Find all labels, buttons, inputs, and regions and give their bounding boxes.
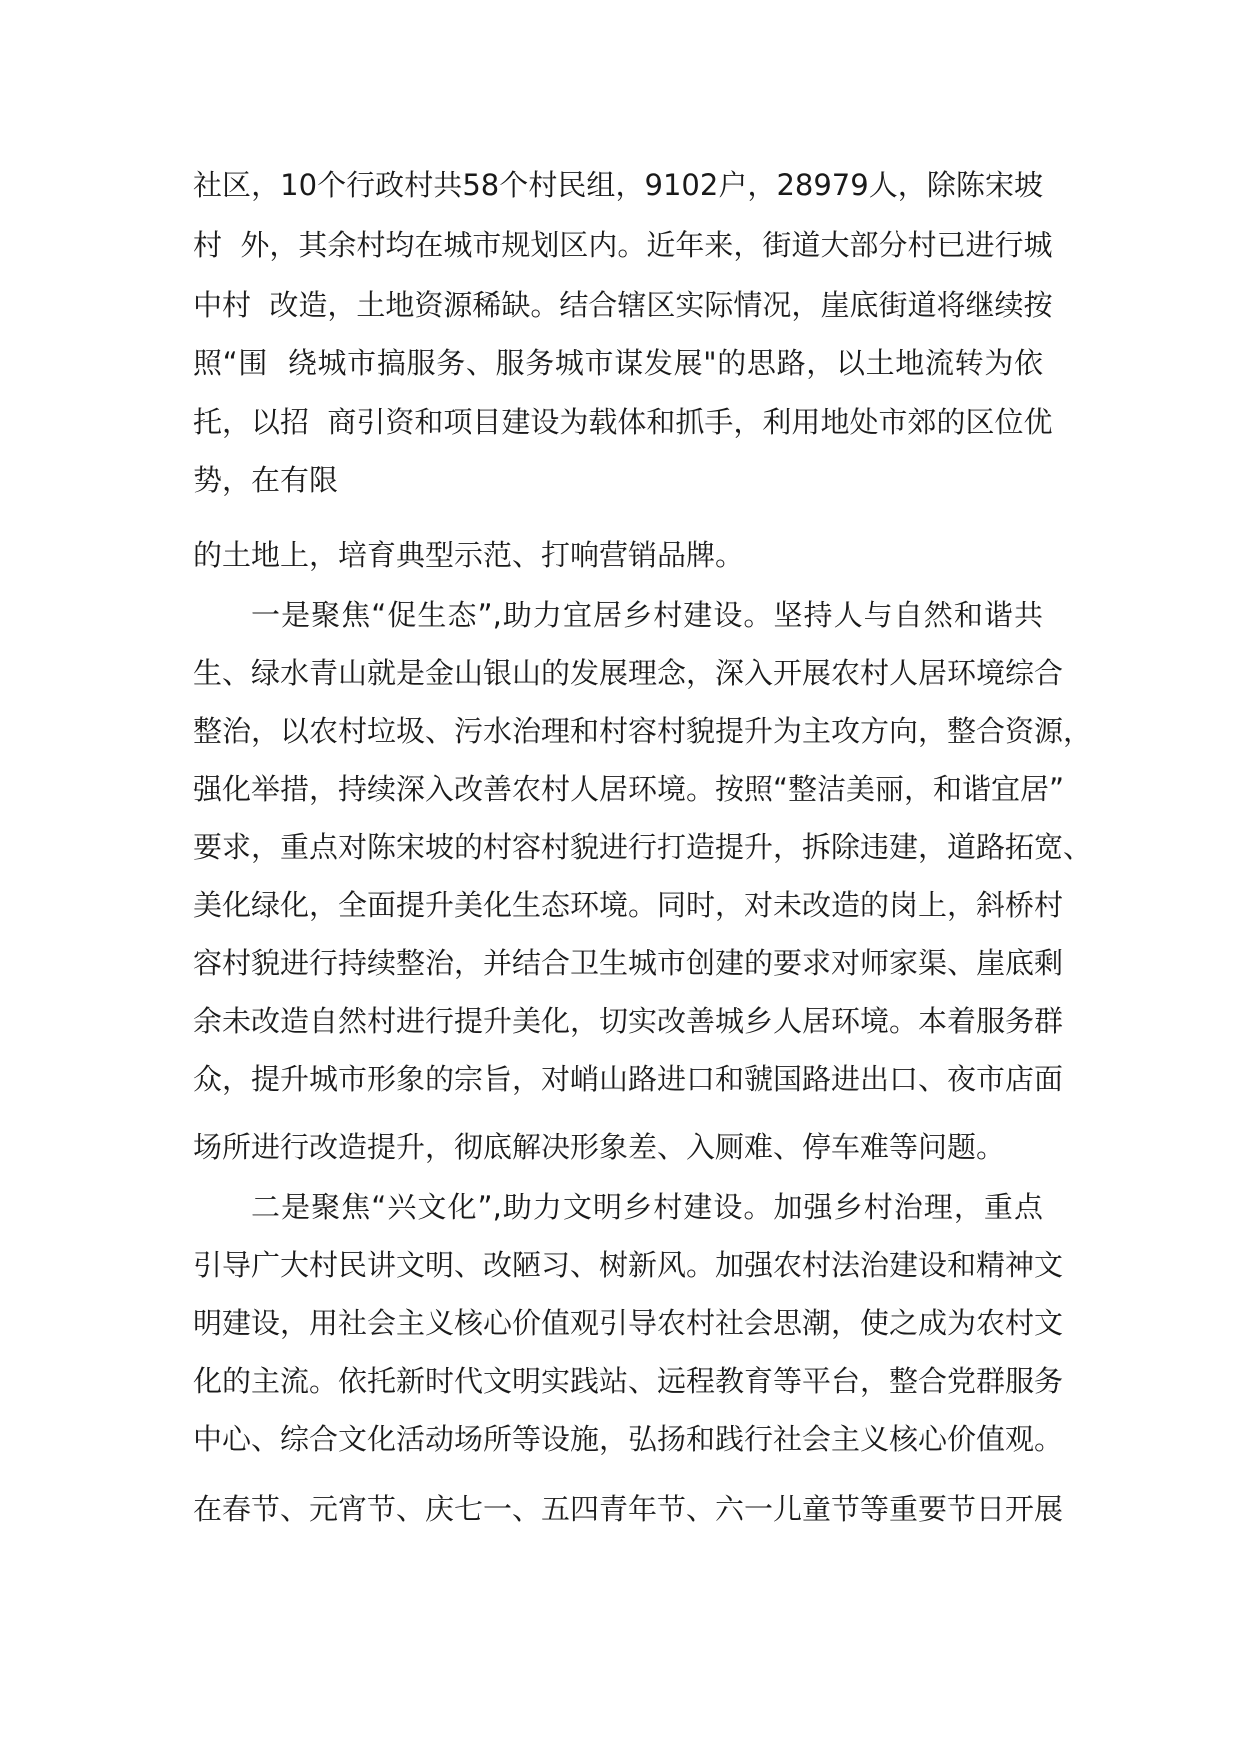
text-line: 社区，10个行政村共58个村民组，9102户，28979人，除陈宋坡	[193, 168, 1043, 202]
text-line: 生、绿水青山就是金山银山的发展理念，深入开展农村人居环境综合	[193, 656, 1064, 690]
paragraph-first-line: 二是聚焦“兴文化”,助力文明乡村建设。加强乡村治理，重点	[251, 1190, 1043, 1224]
text-line: 整治，以农村垃圾、污水治理和村容村貌提升为主攻方向，整合资源，	[193, 714, 1093, 748]
text-line: 强化举措，持续深入改善农村人居环境。按照“整洁美丽，和谐宜居”	[193, 772, 1065, 806]
text-line: 托，以招 商引资和项目建设为载体和抓手，利用地处市郊的区位优	[193, 405, 1053, 439]
text-line: 容村貌进行持续整治，并结合卫生城市创建的要求对师家渠、崖底剩	[193, 946, 1064, 980]
text-line: 美化绿化，全面提升美化生态环境。同时，对未改造的岗上，斜桥村	[193, 888, 1064, 922]
text-line: 化的主流。依托新时代文明实践站、远程教育等平台，整合党群服务	[193, 1364, 1064, 1398]
text-line: 明建设，用社会主义核心价值观引导农村社会思潮，使之成为农村文	[193, 1306, 1064, 1340]
text-line: 场所进行改造提升，彻底解决形象差、入厕难、停车难等问题。	[193, 1130, 1006, 1164]
text-line: 众，提升城市形象的宗旨，对峭山路进口和虢国路进出口、夜市店面	[193, 1062, 1064, 1096]
text-line: 要求，重点对陈宋坡的村容村貌进行打造提升，拆除违建，道路拓宽、	[193, 830, 1093, 864]
text-line: 中村 改造，土地资源稀缺。结合辖区实际情况，崖底街道将继续按	[193, 288, 1053, 322]
paragraph-first-line: 一是聚焦“促生态”,助力宜居乡村建设。坚持人与自然和谐共	[251, 598, 1043, 632]
text-line: 的土地上，培育典型示范、打响营销品牌。	[193, 538, 745, 572]
text-line: 在春节、元宵节、庆七一、五四青年节、六一儿童节等重要节日开展	[193, 1492, 1064, 1526]
text-line: 中心、综合文化活动场所等设施，弘扬和践行社会主义核心价值观。	[193, 1422, 1064, 1456]
text-line: 照“围 绕城市搞服务、服务城市谋发展"的思路，以土地流转为依	[193, 346, 1043, 380]
text-line: 村 外，其余村均在城市规划区内。近年来，街道大部分村已进行城	[193, 228, 1053, 262]
text-line: 势，在有限	[193, 463, 339, 497]
text-line: 引导广大村民讲文明、改陋习、树新风。加强农村法治建设和精神文	[193, 1248, 1064, 1282]
text-line: 余未改造自然村进行提升美化，切实改善城乡人居环境。本着服务群	[193, 1004, 1064, 1038]
